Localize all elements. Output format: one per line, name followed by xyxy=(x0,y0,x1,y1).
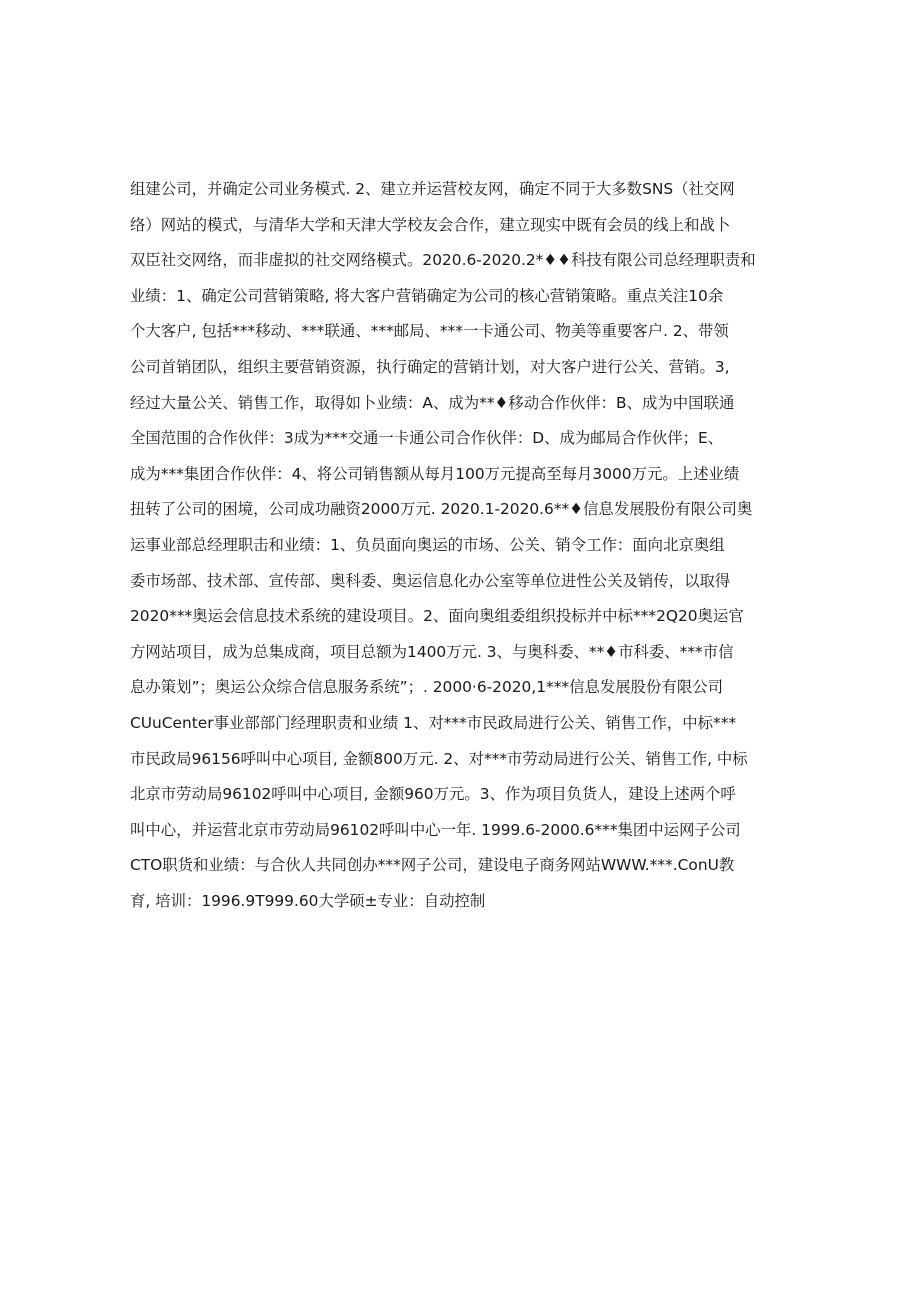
text-line: 个大客户, 包括***移动、***联通、***邮局、***一卡通公司、物美等重要客户. 2、带领 xyxy=(130,322,729,341)
text-line: 2020***奥运会信息技术系统的建设项目。2、面向奥组委组织投标并中标***2Q20奥运官 xyxy=(130,607,744,626)
text-line: 全国范围的合作伙伴：3成为***交通一卡通公司合作伙伴：D、成为邮局合作伙伴；E、 xyxy=(130,429,724,448)
text-line: CTO职货和业绩：与合伙人共同创办***网子公司，建设电子商务网站WWW.***.ConU教 xyxy=(130,856,735,875)
text-line: 双臣社交网络，而非虚拟的社交网络模式。2020.6-2020.2*♦♦科技有限公司总经理职责和 xyxy=(130,251,756,270)
text-line: 叫中心，并运营北京市劳动局96102呼叫中心一年. 1999.6-2000.6***集团中运网子公司 xyxy=(130,820,741,839)
text-line: 组建公司，并确定公司业务模式. 2、建立并运营校友网，确定不同于大多数SNS（社交网 xyxy=(130,180,735,198)
text-line: 北京市劳动局96102呼叫中心项目, 金额960万元。3、作为项目负货人，建设上述两个呼 xyxy=(130,785,736,804)
text-line: CUuCenter事业部部门经理职责和业绩 1、对***市民政局进行公关、销售工作，中标*** xyxy=(130,713,737,732)
resume-text-block xyxy=(130,172,810,919)
text-line: 息办策划”；奥运公众综合信息服务系统”；. 2000·6-2020,1***信息发展股份有限公司 xyxy=(130,678,724,697)
text-line: 扭转了公司的困境，公司成功融资2000万元. 2020.1-2020.6**♦信息发展股份有限公司奥 xyxy=(130,500,753,519)
text-line: 业绩：1、确定公司营销策略, 将大客户营销确定为公司的核心营销策略。重点关注10余 xyxy=(130,286,724,305)
text-line: 委市场部、技术部、宣传部、奥科委、奥运信息化办公室等单位进性公关及销传，以取得 xyxy=(130,571,731,590)
text-line: 育, 培训：1996.9T999.60大学硕±专业：自动控制 xyxy=(130,891,486,910)
text-line: 络）网站的模式，与清华大学和天津大学校友会合作，建立现实中既有会员的线上和战卜 xyxy=(130,215,731,234)
text-line: 方网站项目，成为总集成商，项目总额为1400万元. 3、与奥科委、**♦市科委、***市信 xyxy=(130,642,734,661)
text-line: 运事业部总经理职击和业绩：1、负员面向奥运的市场、公关、销令工作：面向北京奥组 xyxy=(130,535,725,554)
text-line: 市民政局96156呼叫中心项目, 金额800万元. 2、对***市劳动局进行公关、销售工作, 中标 xyxy=(130,749,748,768)
text-line: 成为***集团合作伙伴：4、将公司销售额从每月100万元提高至每月3000万元。上述业绩 xyxy=(130,464,740,483)
text-line: 公司首销团队，组织主要营销资源，执行确定的营销计划，对大客户进行公关、营销。3, xyxy=(130,357,730,376)
text-line: 经过大量公关、销售工作，取得如卜业绩：A、成为**♦移动合作伙伴：B、成为中国联通 xyxy=(130,393,735,412)
